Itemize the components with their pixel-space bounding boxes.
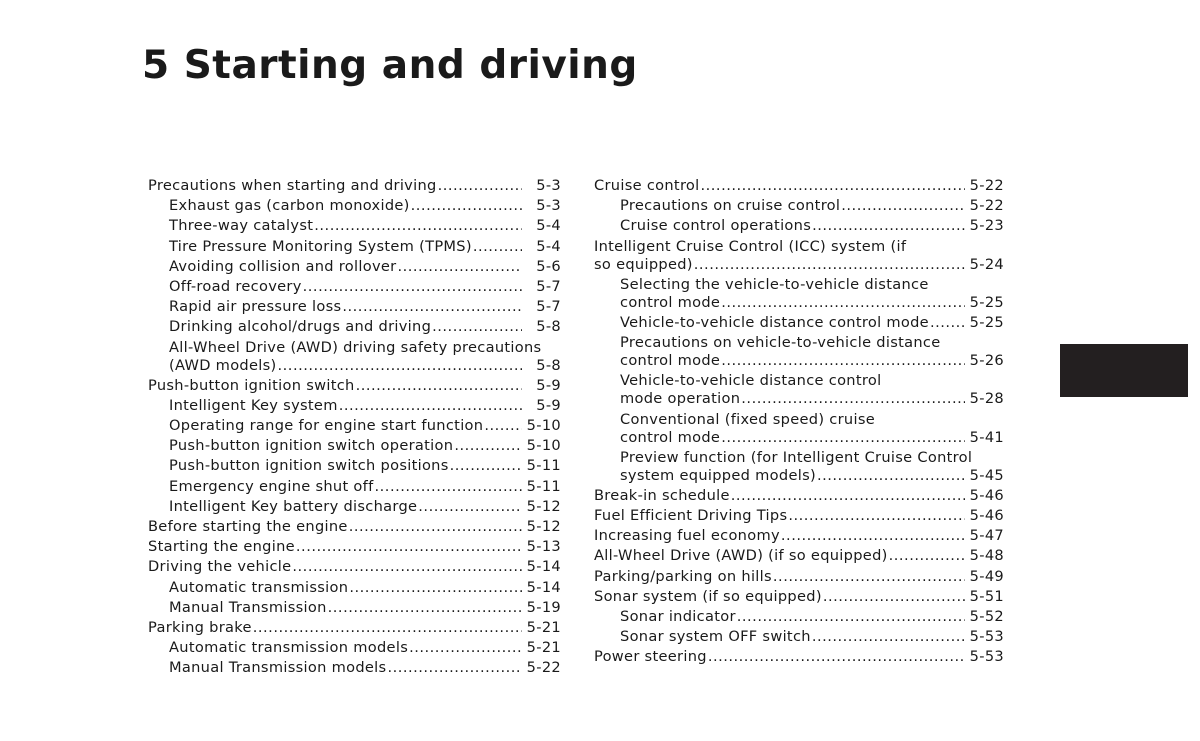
toc-entry[interactable] — [148, 498, 561, 516]
toc-entry[interactable] — [148, 298, 561, 316]
chapter-title: 5 Starting and driving — [142, 43, 638, 88]
toc-entry[interactable] — [148, 417, 561, 435]
toc-entry[interactable] — [594, 628, 1004, 646]
chapter-tab — [1060, 344, 1188, 397]
toc-entry-page: 5-25 — [969, 293, 1004, 311]
dot-leader — [342, 298, 522, 316]
toc-entry-page: 5-7 — [536, 298, 561, 316]
toc-entry-title: Intelligent Key system — [169, 396, 338, 414]
toc-entry-title: control mode — [620, 352, 721, 370]
dot-leader — [432, 318, 522, 336]
dot-leader — [721, 294, 965, 312]
dot-leader — [356, 377, 522, 395]
toc-entry[interactable] — [148, 177, 561, 195]
toc-entry[interactable] — [148, 639, 561, 657]
toc-entry[interactable] — [148, 238, 561, 256]
toc-entry[interactable] — [594, 197, 1004, 215]
toc-entry-title: Break-in schedule — [594, 486, 730, 504]
toc-entry[interactable] — [148, 437, 561, 455]
toc-entry-title: Parking brake — [148, 618, 252, 636]
dot-leader — [296, 538, 522, 556]
dot-leader — [292, 558, 522, 576]
dot-leader — [708, 648, 965, 666]
toc-entry-title: control mode — [620, 428, 721, 446]
toc-entry[interactable] — [594, 449, 1004, 485]
toc-entry-title: Emergency engine shut off — [169, 477, 374, 495]
toc-entry[interactable] — [594, 334, 1004, 370]
toc-entry[interactable] — [594, 487, 1004, 505]
toc-entry-title-line: Preview function (for Intelligent Cruise Control — [620, 448, 973, 466]
dot-leader — [930, 314, 965, 332]
toc-entry-page: 5-22 — [526, 659, 561, 677]
toc-entry-title: Off-road recovery — [169, 277, 302, 295]
dot-leader — [375, 478, 522, 496]
toc-entry-page: 5-3 — [536, 197, 561, 215]
dot-leader — [721, 429, 965, 447]
toc-entry-title: Automatic transmission — [169, 578, 349, 596]
toc-entry-title: mode operation — [620, 390, 741, 408]
toc-entry[interactable] — [594, 314, 1004, 332]
toc-entry-page: 5-4 — [536, 217, 561, 235]
toc-entry-page: 5-4 — [536, 237, 561, 255]
toc-entry[interactable] — [594, 276, 1004, 312]
toc-entry-page: 5-48 — [969, 547, 1004, 565]
toc-entry-page: 5-12 — [526, 518, 561, 535]
toc-entry-title-line: All-Wheel Drive (AWD) driving safety precautions — [169, 338, 542, 356]
dot-leader — [741, 390, 965, 408]
toc-entry-page: 5-45 — [969, 466, 1004, 484]
toc-entry-title: Cruise control — [594, 177, 700, 194]
dot-leader — [694, 256, 965, 274]
toc-entry[interactable] — [148, 339, 561, 375]
toc-entry-page: 5-8 — [536, 356, 561, 374]
toc-entry-title-line: Precautions on vehicle-to-vehicle distance — [620, 334, 941, 352]
dot-leader — [473, 238, 522, 256]
toc-entry[interactable] — [594, 588, 1004, 606]
toc-entry-page: 5-53 — [969, 628, 1004, 646]
toc-entry-page: 5-12 — [526, 497, 561, 515]
toc-entry-title: Fuel Efficient Driving Tips — [594, 507, 788, 525]
toc-entry-title: Starting the engine — [148, 538, 295, 556]
dot-leader — [817, 467, 965, 485]
toc-entry-title: Manual Transmission — [169, 598, 327, 616]
toc-entry[interactable] — [594, 608, 1004, 626]
toc-entry-title: Manual Transmission models — [169, 659, 387, 677]
dot-leader — [812, 628, 965, 646]
toc-entry-page: 5-21 — [526, 639, 561, 657]
toc-entry[interactable] — [148, 457, 561, 475]
dot-leader — [387, 659, 522, 677]
dot-leader — [278, 357, 522, 375]
toc-entry-title: Rapid air pressure loss — [169, 298, 342, 316]
toc-entry-title: Drinking alcohol/drugs and driving — [169, 318, 432, 336]
dot-leader — [781, 527, 965, 545]
toc-entry-page: 5-14 — [526, 578, 561, 596]
dot-leader — [701, 177, 965, 195]
toc-entry[interactable] — [148, 197, 561, 215]
toc-entry[interactable] — [148, 377, 561, 395]
toc-entry-page: 5-3 — [536, 177, 561, 194]
dot-leader — [349, 518, 522, 536]
toc-entry-title: Precautions on cruise control — [620, 197, 841, 215]
toc-entry-title: Parking/parking on hills — [594, 567, 772, 585]
toc-entry[interactable] — [148, 538, 561, 556]
toc-entry-title: system equipped models) — [620, 466, 816, 484]
dot-leader — [438, 177, 522, 195]
toc-entry-title: Automatic transmission models — [169, 639, 409, 657]
dot-leader — [788, 507, 965, 525]
dot-leader — [450, 457, 522, 475]
toc-entry-title: Three-way catalyst — [169, 217, 314, 235]
toc-entry-page: 5-10 — [526, 437, 561, 455]
toc-entry[interactable] — [148, 397, 561, 415]
dot-leader — [253, 619, 522, 637]
dot-leader — [303, 278, 522, 296]
toc-entry[interactable] — [594, 372, 1004, 408]
toc-entry-title: Push-button ignition switch operation — [169, 437, 454, 455]
toc-column-left — [148, 177, 561, 680]
toc-entry-page: 5-9 — [536, 376, 561, 394]
dot-leader — [841, 197, 965, 215]
toc-entry-page: 5-25 — [969, 313, 1004, 331]
toc-entry[interactable] — [594, 217, 1004, 235]
toc-entry-page: 5-11 — [526, 477, 561, 495]
dot-leader — [418, 498, 522, 516]
toc-column-right — [594, 177, 1004, 669]
dot-leader — [731, 487, 965, 505]
toc-entry[interactable] — [148, 558, 561, 576]
toc-entry-title: Power steering — [594, 648, 707, 666]
dot-leader — [339, 397, 522, 415]
toc-entry-page: 5-14 — [526, 558, 561, 576]
toc-entry-title: Push-button ignition switch — [148, 376, 355, 394]
toc-entry-title: Avoiding collision and rollover — [169, 257, 397, 275]
dot-leader — [737, 608, 965, 626]
toc-entry-page: 5-9 — [536, 396, 561, 414]
toc-entry-title-line: Intelligent Cruise Control (ICC) system (if — [594, 237, 907, 255]
toc-entry-title: Cruise control operations — [620, 217, 812, 235]
dot-leader — [773, 568, 965, 586]
toc-entry-title: Increasing fuel economy — [594, 527, 780, 545]
toc-entry-title: Tire Pressure Monitoring System (TPMS) — [169, 237, 472, 255]
dot-leader — [454, 437, 522, 455]
dot-leader — [823, 588, 965, 606]
toc-entry-page: 5-41 — [969, 428, 1004, 446]
toc-entry-title-line: Selecting the vehicle-to-vehicle distance — [620, 275, 929, 293]
toc-entry-page: 5-46 — [969, 507, 1004, 525]
toc-entry-page: 5-52 — [969, 608, 1004, 625]
toc-entry-page: 5-7 — [536, 277, 561, 295]
toc-entry[interactable] — [594, 507, 1004, 525]
toc-entry[interactable] — [594, 411, 1004, 447]
toc-entry-page: 5-23 — [969, 217, 1004, 235]
toc-entry[interactable] — [148, 518, 561, 536]
toc-entry[interactable] — [148, 478, 561, 496]
dot-leader — [721, 352, 965, 370]
toc-entry-page: 5-51 — [969, 587, 1004, 605]
toc-entry-title: Intelligent Key battery discharge — [169, 497, 418, 515]
dot-leader — [889, 547, 965, 565]
toc-entry-page: 5-10 — [526, 417, 561, 435]
toc-entry-page: 5-22 — [969, 197, 1004, 215]
toc-entry-page: 5-49 — [969, 567, 1004, 585]
toc-entry-title: Operating range for engine start function — [169, 417, 484, 435]
toc-entry-title: Before starting the engine — [148, 518, 348, 535]
toc-entry-page: 5-21 — [526, 618, 561, 636]
toc-entry-title: Sonar system OFF switch — [620, 628, 811, 646]
toc-entry-page: 5-24 — [969, 255, 1004, 273]
toc-entry-page: 5-47 — [969, 527, 1004, 545]
toc-entry-page: 5-11 — [526, 457, 561, 475]
toc-entry-title-line: Conventional (fixed speed) cruise — [620, 410, 876, 428]
toc-entry[interactable] — [148, 318, 561, 336]
dot-leader — [349, 579, 522, 597]
toc-entry-page: 5-13 — [526, 538, 561, 556]
toc-entry-title: Push-button ignition switch positions — [169, 457, 449, 475]
toc-entry[interactable] — [148, 619, 561, 637]
toc-entry-title: Sonar indicator — [620, 608, 736, 625]
toc-entry[interactable] — [594, 238, 1004, 274]
toc-entry[interactable] — [148, 278, 561, 296]
toc-entry[interactable] — [148, 579, 561, 597]
toc-entry-page: 5-6 — [536, 257, 561, 275]
toc-entry-page: 5-19 — [526, 598, 561, 616]
toc-entry[interactable] — [148, 217, 561, 235]
toc-entry-page: 5-53 — [969, 648, 1004, 666]
toc-entry-title-line: Vehicle-to-vehicle distance control — [620, 372, 882, 390]
toc-entry-title: All-Wheel Drive (AWD) (if so equipped) — [594, 547, 888, 565]
toc-entry[interactable] — [594, 568, 1004, 586]
toc-entry-page: 5-8 — [536, 318, 561, 336]
toc-entry-title: Vehicle-to-vehicle distance control mode — [620, 313, 929, 331]
dot-leader — [397, 258, 522, 276]
toc-entry[interactable] — [148, 258, 561, 276]
toc-entry-title: so equipped) — [594, 255, 693, 273]
toc-entry-page: 5-26 — [969, 352, 1004, 370]
toc-entry-title: Driving the vehicle — [148, 558, 292, 576]
toc-entry[interactable] — [594, 648, 1004, 666]
toc-entry-page: 5-46 — [969, 486, 1004, 504]
dot-leader — [411, 197, 522, 215]
dot-leader — [484, 417, 522, 435]
toc-entry[interactable] — [148, 599, 561, 617]
toc-entry-title: control mode — [620, 293, 721, 311]
toc-entry[interactable] — [594, 177, 1004, 195]
toc-entry-title: Sonar system (if so equipped) — [594, 587, 822, 605]
dot-leader — [314, 217, 522, 235]
toc-entry[interactable] — [148, 659, 561, 677]
toc-entry-title: Exhaust gas (carbon monoxide) — [169, 197, 410, 215]
toc-entry-page: 5-28 — [969, 390, 1004, 408]
toc-entry[interactable] — [594, 527, 1004, 545]
toc-entry-page: 5-22 — [969, 177, 1004, 194]
toc-entry[interactable] — [594, 547, 1004, 565]
dot-leader — [409, 639, 522, 657]
toc-entry-title: Precautions when starting and driving — [148, 177, 437, 194]
dot-leader — [328, 599, 522, 617]
dot-leader — [812, 217, 965, 235]
toc-entry-title: (AWD models) — [169, 356, 277, 374]
